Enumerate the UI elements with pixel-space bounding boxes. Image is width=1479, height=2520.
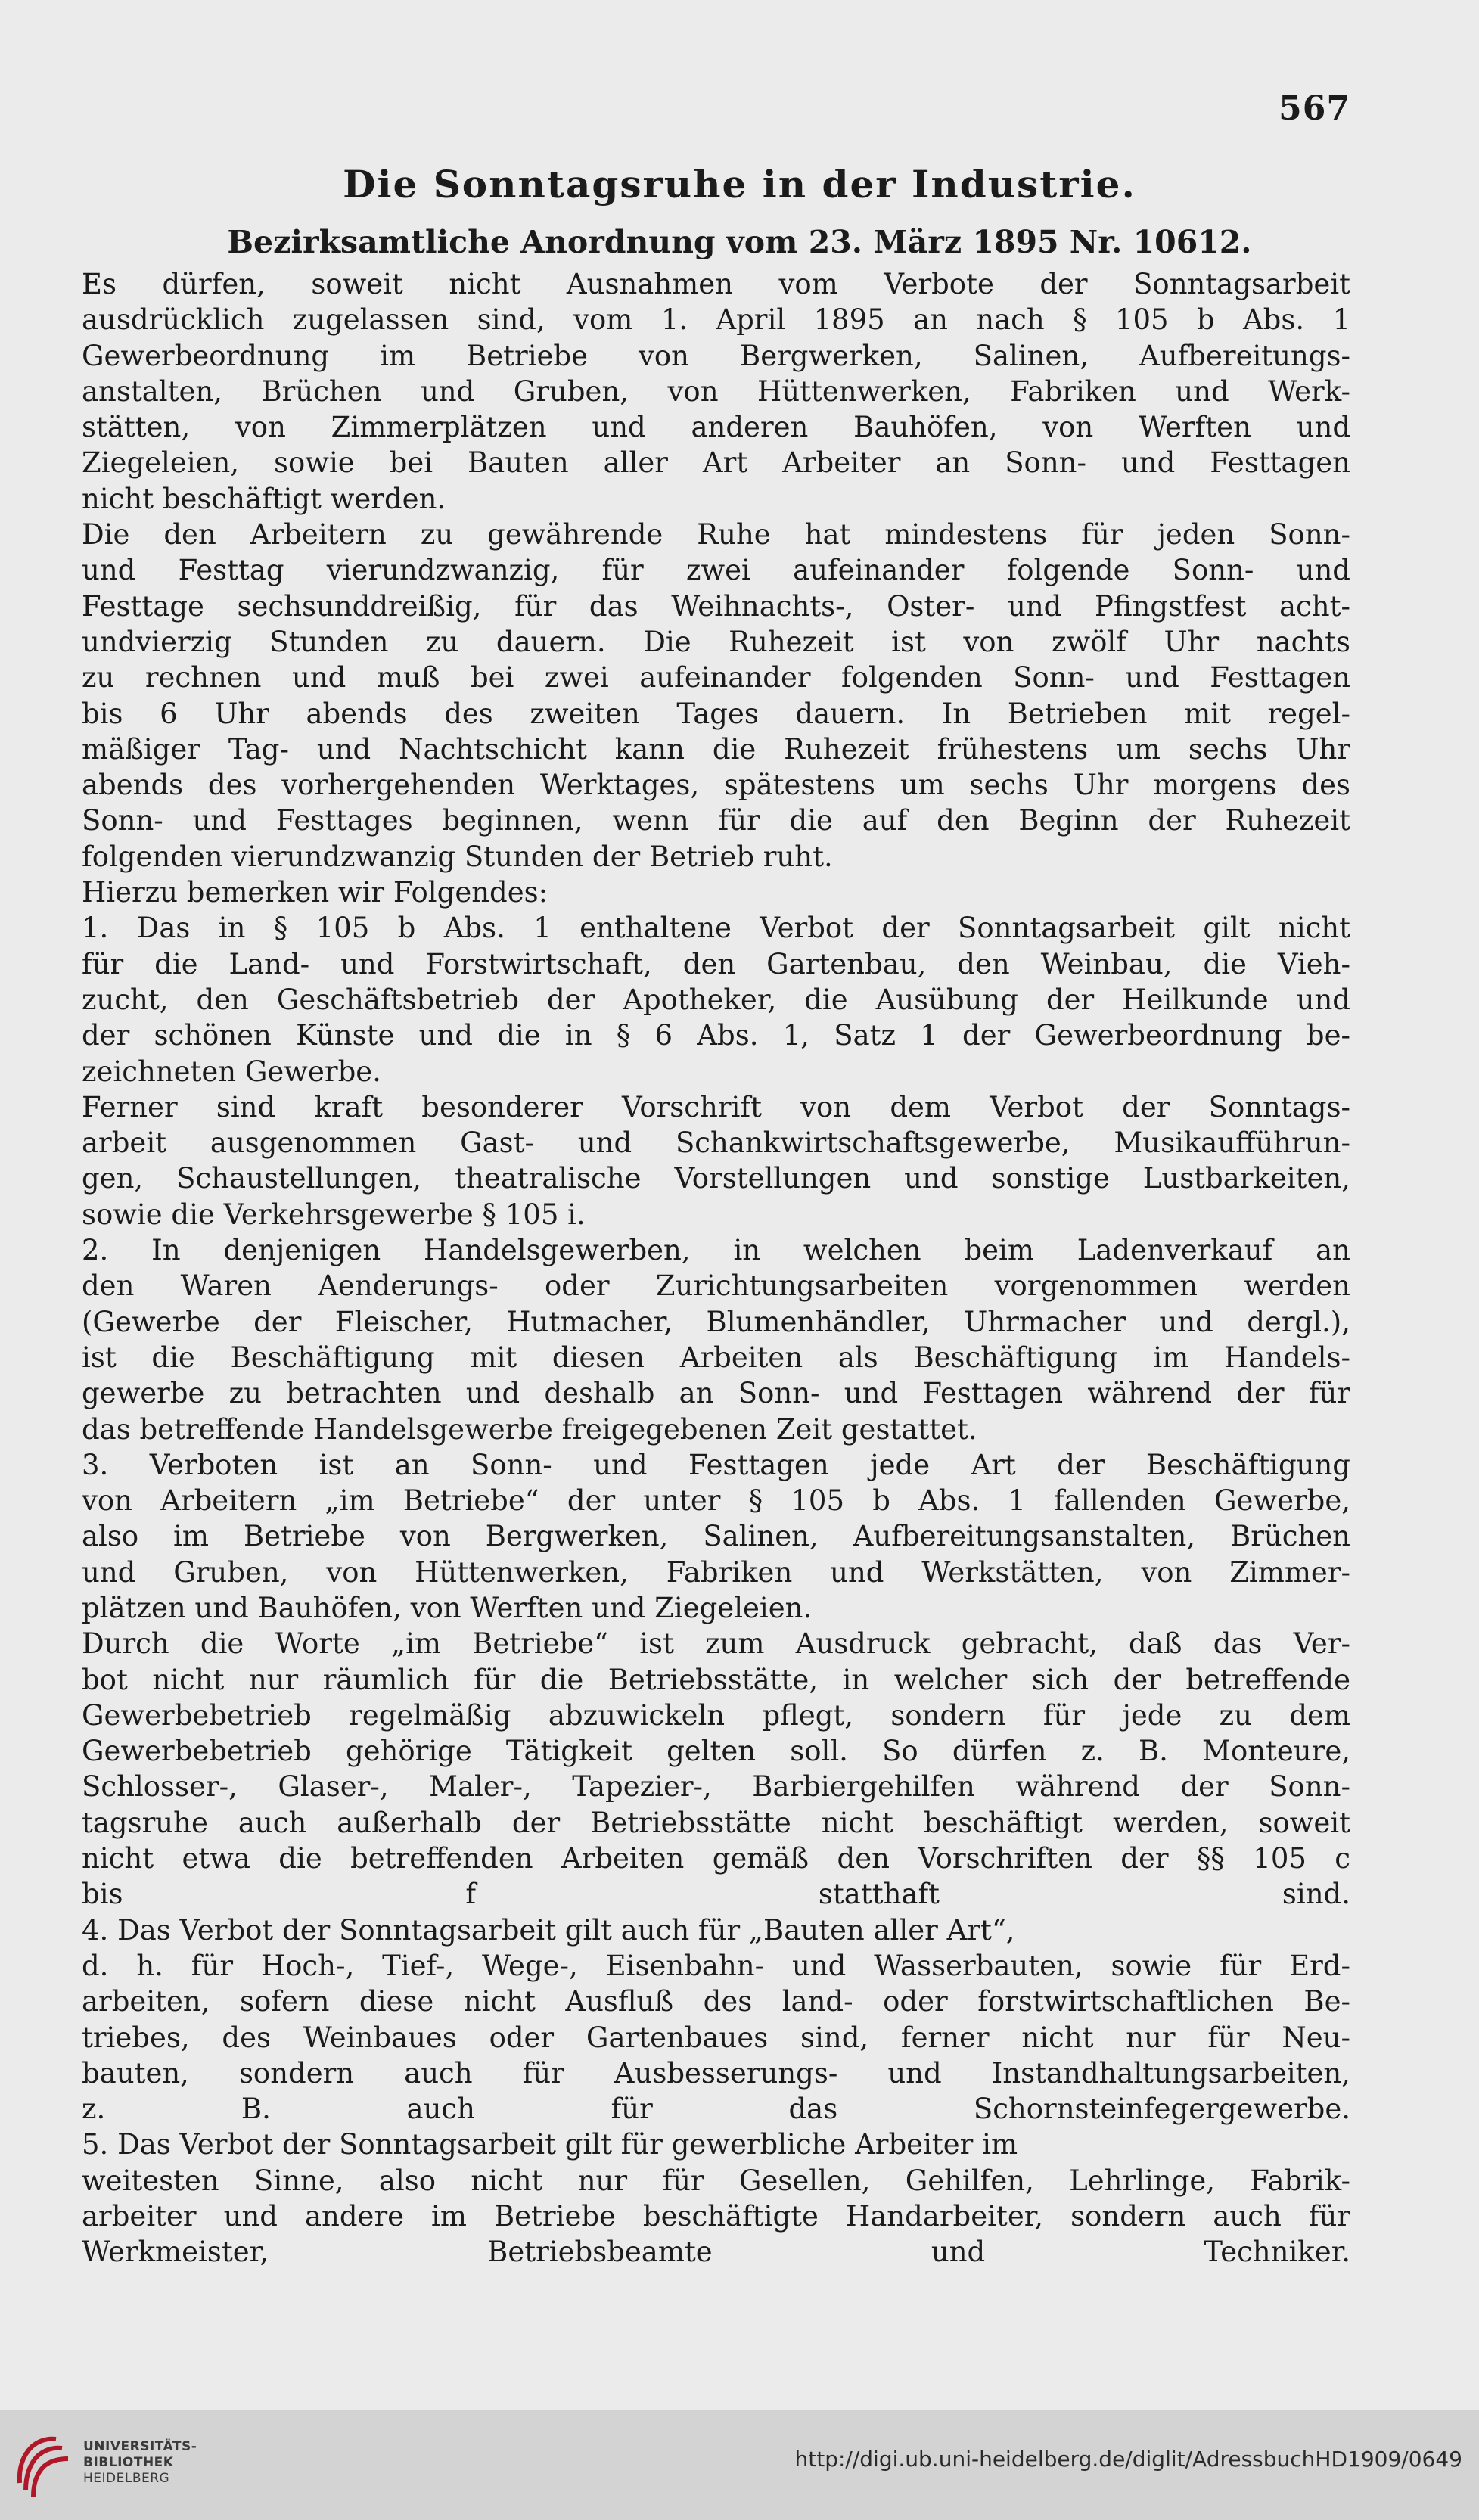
text-line: Hierzu bemerken wir Folgendes:: [82, 876, 548, 909]
text-line: gen, Schaustellungen, theatralische Vorstellungen und sonstige Lustbarkeiten,: [82, 1162, 1350, 1195]
page-number: 567: [1279, 89, 1350, 128]
logo-line: HEIDELBERG: [83, 2471, 170, 2486]
text-line: zu rechnen und muß bei zwei aufeinander folgenden Sonn- und Festtagen: [82, 661, 1350, 694]
text-line: zeichneten Gewerbe.: [82, 1055, 381, 1088]
university-seal-icon: [15, 2430, 74, 2500]
text-line: den Waren Aenderungs- oder Zurichtungsarbeiten vorgenommen werden: [82, 1269, 1350, 1303]
text-line: arbeit ausgenommen Gast- und Schankwirtschaftsgewerbe, Musikaufführun-: [82, 1126, 1350, 1160]
text-line: 5. Das Verbot der Sonntagsarbeit gilt für gewerbliche Arbeiter im: [82, 2128, 1018, 2161]
text-line: abends des vorhergehenden Werktages, spätestens um sechs Uhr morgens des: [82, 769, 1350, 802]
text-line: bis 6 Uhr abends des zweiten Tages dauern. In Betrieben mit regel-: [82, 697, 1350, 730]
page-title: Die Sonntagsruhe in der Industrie.: [343, 162, 1136, 207]
text-line: der schönen Künste und die in § 6 Abs. 1, Satz 1 der Gewerbeordnung be-: [82, 1019, 1350, 1052]
text-line: Ferner sind kraft besonderer Vorschrift von dem Verbot der Sonntags-: [82, 1090, 1350, 1123]
text-line: Es dürfen, soweit nicht Ausnahmen vom Verbote der Sonntagsarbeit: [82, 268, 1350, 300]
text-line: tagsruhe auch außerhalb der Betriebsstätte nicht beschäftigt werden, soweit: [82, 1806, 1350, 1839]
text-line: weitesten Sinne, also nicht nur für Gesellen, Gehilfen, Lehrlinge, Fabrik-: [82, 2164, 1350, 2197]
text-line: und Festtag vierundzwanzig, für zwei aufeinander folgende Sonn- und: [82, 554, 1350, 587]
logo-line: UNIVERSITÄTS-: [83, 2439, 197, 2454]
text-line: gewerbe zu betrachten und deshalb an Sonn- und Festtagen während der für: [82, 1377, 1350, 1410]
text-line: Festtage sechsunddreißig, für das Weihnachts-, Oster- und Pfingstfest acht-: [82, 589, 1350, 623]
text-line: triebes, des Weinbaues oder Gartenbaues sind, ferner nicht nur für Neu-: [82, 2021, 1350, 2054]
text-line: Schlosser-, Glaser-, Maler-, Tapezier-, Barbiergehilfen während der Sonn-: [82, 1770, 1350, 1804]
text-line: bot nicht nur räumlich für die Betriebsstätte, in welcher sich der betreffende: [82, 1663, 1350, 1696]
text-line: zucht, den Geschäftsbetrieb der Apotheker, die Ausübung der Heilkunde und: [82, 983, 1350, 1016]
text-line: Gewerbeordnung im Betriebe von Bergwerken, Salinen, Aufbereitungs-: [82, 339, 1350, 372]
text-line: ausdrücklich zugelassen sind, vom 1. April 1895 an nach § 105 b Abs. 1: [82, 303, 1350, 337]
text-line: mäßiger Tag- und Nachtschicht kann die Ruhezeit frühestens um sechs Uhr: [82, 732, 1350, 766]
text-line: sowie die Verkehrsgewerbe § 105 i.: [82, 1198, 586, 1231]
text-line: für die Land- und Forstwirtschaft, den Gartenbau, den Weinbau, die Vieh-: [82, 947, 1350, 980]
text-line: 1. Das in § 105 b Abs. 1 enthaltene Verbot der Sonntagsarbeit gilt nicht: [82, 912, 1350, 945]
text-line: bauten, sondern auch für Ausbesserungs- und Instandhaltungsarbeiten,: [82, 2056, 1350, 2090]
text-line: von Arbeitern „im Betriebe“ der unter § 105 b Abs. 1 fallenden Gewerbe,: [82, 1484, 1350, 1518]
library-logo-text: [83, 2439, 197, 2487]
body-text: [82, 266, 1350, 2270]
text-line: Die den Arbeitern zu gewährende Ruhe hat mindestens für jeden Sonn-: [82, 518, 1350, 552]
text-line: nicht beschäftigt werden.: [82, 482, 446, 515]
source-url-link[interactable]: http://digi.ub.uni-heidelberg.de/diglit/AdressbuchHD1909/0649: [794, 2447, 1462, 2472]
text-line: das betreffende Handelsgewerbe freigegebenen Zeit gestattet.: [82, 1412, 977, 1446]
text-line: bis f statthaft sind.: [82, 1878, 1350, 1911]
text-line: Gewerbebetrieb gehörige Tätigkeit gelten soll. So dürfen z. B. Monteure,: [82, 1735, 1350, 1768]
logo-line: BIBLIOTHEK: [83, 2455, 174, 2470]
text-line: nicht etwa die betreffenden Arbeiten gemäß den Vorschriften der §§ 105 c: [82, 1842, 1350, 1875]
text-line: Ziegeleien, sowie bei Bauten aller Art Arbeiter an Sonn- und Festtagen: [82, 446, 1350, 480]
text-line: (Gewerbe der Fleischer, Hutmacher, Blumenhändler, Uhrmacher und dergl.),: [82, 1305, 1350, 1338]
page-subtitle: Bezirksamtliche Anordnung vom 23. März 1895 Nr. 10612.: [227, 224, 1252, 260]
text-line: plätzen und Bauhöfen, von Werften und Ziegeleien.: [82, 1591, 813, 1624]
text-line: anstalten, Brüchen und Gruben, von Hüttenwerken, Fabriken und Werk-: [82, 374, 1350, 408]
text-line: z. B. auch für das Schornsteinfegergewerbe.: [82, 2093, 1350, 2126]
text-line: Sonn- und Festtages beginnen, wenn für die auf den Beginn der Ruhezeit: [82, 804, 1350, 837]
text-line: d. h. für Hoch-, Tief-, Wege-, Eisenbahn- und Wasserbauten, sowie für Erd-: [82, 1949, 1350, 1982]
text-line: stätten, von Zimmerplätzen und anderen Bauhöfen, von Werften und: [82, 411, 1350, 444]
text-line: folgenden vierundzwanzig Stunden der Betrieb ruht.: [82, 840, 833, 873]
text-line: Gewerbebetrieb regelmäßig abzuwickeln pflegt, sondern für jede zu dem: [82, 1698, 1350, 1732]
text-line: 3. Verboten ist an Sonn- und Festtagen jede Art der Beschäftigung: [82, 1448, 1350, 1481]
footer-bar: [0, 2410, 1479, 2520]
text-line: arbeiten, sofern diese nicht Ausfluß des land- oder forstwirtschaftlichen Be-: [82, 1985, 1350, 2018]
text-line: 2. In denjenigen Handelsgewerben, in welchen beim Ladenverkauf an: [82, 1234, 1350, 1267]
text-line: also im Betriebe von Bergwerken, Salinen, Aufbereitungsanstalten, Brüchen: [82, 1520, 1350, 1553]
text-line: ist die Beschäftigung mit diesen Arbeiten als Beschäftigung im Handels-: [82, 1341, 1350, 1374]
text-line: Durch die Worte „im Betriebe“ ist zum Ausdruck gebracht, daß das Ver-: [82, 1627, 1350, 1661]
text-line: arbeiter und andere im Betriebe beschäftigte Handarbeiter, sondern auch für: [82, 2200, 1350, 2233]
text-line: 4. Das Verbot der Sonntagsarbeit gilt auch für „Bauten aller Art“,: [82, 1913, 1015, 1947]
text-line: Werkmeister, Betriebsbeamte und Techniker.: [82, 2236, 1350, 2269]
text-line: undvierzig Stunden zu dauern. Die Ruhezeit ist von zwölf Uhr nachts: [82, 625, 1350, 658]
text-line: und Gruben, von Hüttenwerken, Fabriken und Werkstätten, von Zimmer-: [82, 1555, 1350, 1589]
